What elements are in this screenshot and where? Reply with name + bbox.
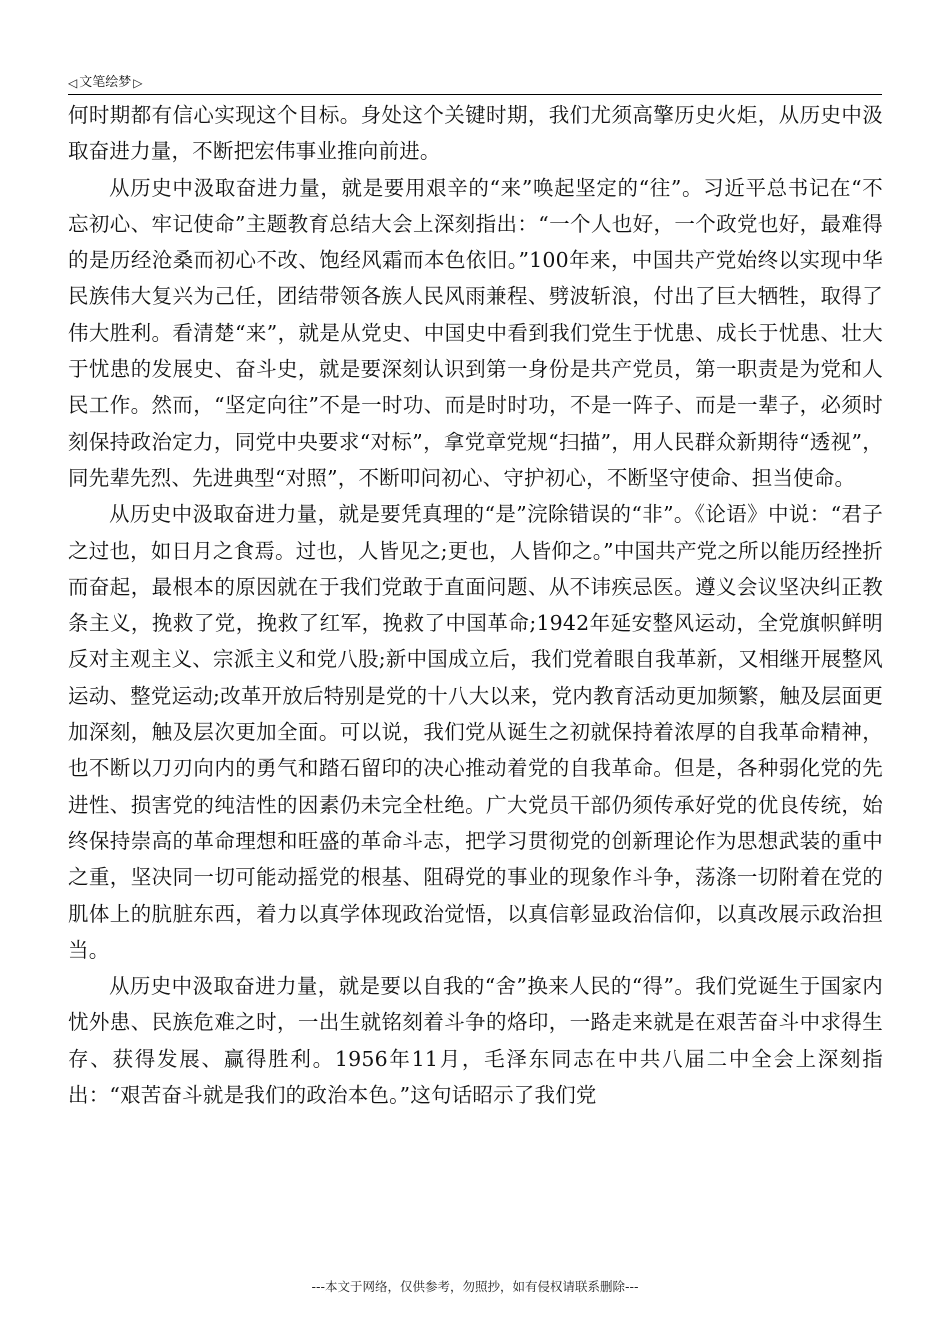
paragraph-shi-fei: 从历史中汲取奋进力量，就是要凭真理的“是”浣除错误的“非”。《论语》中说：“君子之过也，如日月之食焉。过也，人皆见之;更也，人皆仰之。”中国共产党之所以能历经挫折而奋起，最根本的原因就在于我们党敢于直面问题、从不讳疾忌医。遵义会议坚决纠正教条主义，挽救了党，挽救了红军，挽救了中国革命;1942年延安整风运动，全党旗帜鲜明反对主观主义、宗派主义和党八股;新中国成立后，我们党着眼自我革新，又相继开展整风运动、整党运动;改革开放后特别是党的十八大以来，党内教育活动更加频繁，触及层面更加深刻，触及层次更加全面。可以说，我们党从诞生之初就保持着浓厚的自我革命精神，也不断以刀刃向内的勇气和踏石留印的决心推动着党的自我革命。但是，各种弱化党的先进性、损害党的纯洁性的因素仍未完全杜绝。广大党员干部仍须传承好党的优良传统，始终保持崇高的革命理想和旺盛的革命斗志，把学习贯彻党的创新理论作为思想武装的重中之重，坚决同一切可能动摇党的根基、阻碍党的事业的现象作斗争，荡涤一切附着在党的肌体上的肮脏东西，着力以真学体现政治觉悟，以真信彰显政治信仰，以真改展示政治担当。: [68, 502, 883, 962]
left-triangle-icon: ◁: [68, 76, 78, 90]
right-triangle-icon: ▷: [133, 76, 143, 90]
paragraph-she-de: 从历史中汲取奋进力量，就是要以自我的“舍”换来人民的“得”。我们党诞生于国家内忧外患、民族危难之时，一出生就铭刻着斗争的烙印，一路走来就是在艰苦奋斗中求得生存、获得发展、赢得胜利。1956年11月，毛泽东同志在中共八届二中全会上深刻指出：“艰苦奋斗就是我们的政治本色。”这句话昭示了我们党: [68, 974, 883, 1108]
paragraph-continuation: 何时期都有信心实现这个目标。身处这个关键时期，我们尤须高擎历史火炬，从历史中汲取奋进力量，不断把宏伟事业推向前进。: [68, 103, 883, 164]
paragraph-lai-wang: 从历史中汲取奋进力量，就是要用艰辛的“来”唤起坚定的“往”。习近平总书记在“不忘初心、牢记使命”主题教育总结大会上深刻指出：“一个人也好，一个政党也好，最难得的是历经沧桑而初心不改、饱经风霜而本色依旧。”100年来，中国共产党始终以实现中华民族伟大复兴为己任，团结带领各族人民风雨兼程、劈波斩浪，付出了巨大牺牲，取得了伟大胜利。看清楚“来”，就是从党史、中国史中看到我们党生于忧患、成长于忧患、壮大于忧患的发展史、奋斗史，就是要深刻认识到第一身份是共产党员，第一职责是为党和人民工作。然而，“坚定向往”不是一时功、而是时时功，不是一阵子、而是一辈子，必须时刻保持政治定力，同党中央要求“对标”，拿党章党规“扫描”，用人民群众新期待“透视”，同先辈先烈、先进典型“对照”，不断叩问初心、守护初心，不断坚守使命、担当使命。: [68, 175, 883, 490]
header-title: 文笔绘梦: [79, 75, 132, 90]
page-header: [68, 72, 882, 95]
document-body: [68, 97, 883, 1113]
footer-disclaimer: ---本文于网络，仅供参考，勿照抄，如有侵权请联系删除---: [311, 1279, 639, 1294]
